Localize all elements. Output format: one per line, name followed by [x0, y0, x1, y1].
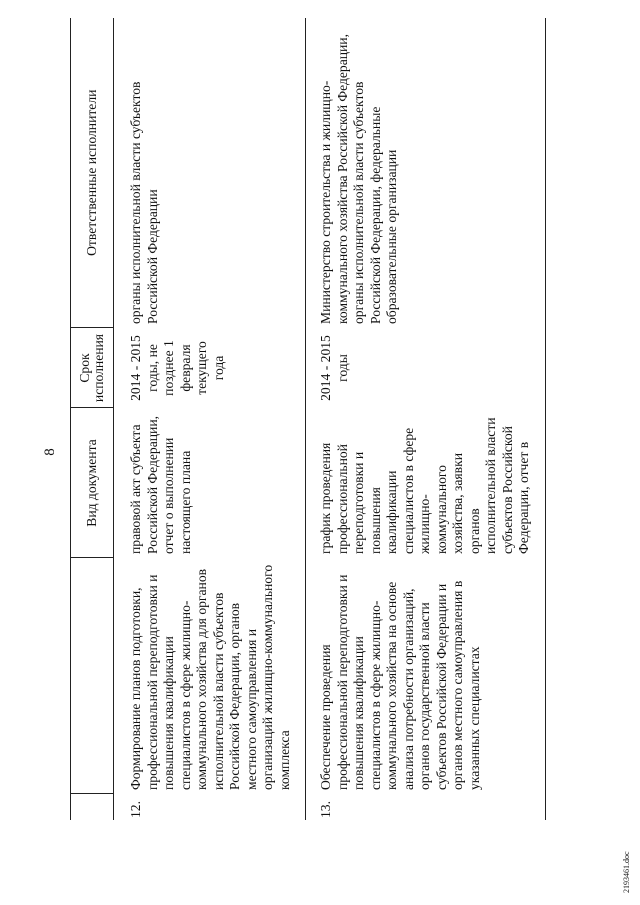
footer-file-code: 2193461.doc [622, 851, 631, 893]
table-row [306, 18, 546, 820]
row-doc-type: правовой акт субъекта Российской Федерации, отчет о выполнении настоящего плана [114, 408, 306, 558]
row-term: 2014 - 2015 годы, не позднее 1 февраля текущего года [114, 328, 306, 408]
header-doc-type: Вид документа [71, 408, 114, 558]
header-no [71, 794, 114, 820]
header-name [71, 558, 114, 794]
row-measure-name: Формирование планов подготовки, профессиональной переподготовки и повышения квалификации специалистов в сфере жилищно-коммунального хозяйства для органов исполнительной власти субъектов Российской Федерации, органов местного самоуправления и организаций жилищно-коммунального комплекса [114, 558, 306, 794]
row-executors: Министерство строительства и жилищно-коммунального хозяйства Российской Федерации, органы исполнительной власти субъектов Российской Федерации, федеральные образовательные организации [306, 18, 546, 328]
page-number: 8 [42, 448, 58, 456]
row-measure-name: Обеспечение проведения профессиональной переподготовки и повышения квалификации специалистов в сфере жилищно-коммунального хозяйства на основе анализа потребности организаций, органов государственной власти субъектов Российской Федерации и органов местного самоуправления в указанных специалистах [306, 558, 546, 794]
table-header-row [71, 18, 114, 820]
row-term: 2014 - 2015 годы [306, 328, 546, 408]
row-number: 13. [306, 794, 546, 820]
row-number: 12. [114, 794, 306, 820]
row-doc-type: график проведения профессиональной переподготовки и повышения квалификации специалистов в сфере жилищно-коммунального хозяйства, заявки органов исполнительной власти субъектов Российской Федерации, отчет в [306, 408, 546, 558]
table-row [114, 18, 306, 820]
header-executors: Ответственные исполнители [71, 18, 114, 328]
header-term: Срок исполнения [71, 328, 114, 408]
row-executors: органы исполнительной власти субъектов Российской Федерации [114, 18, 306, 328]
plan-table [70, 18, 546, 820]
